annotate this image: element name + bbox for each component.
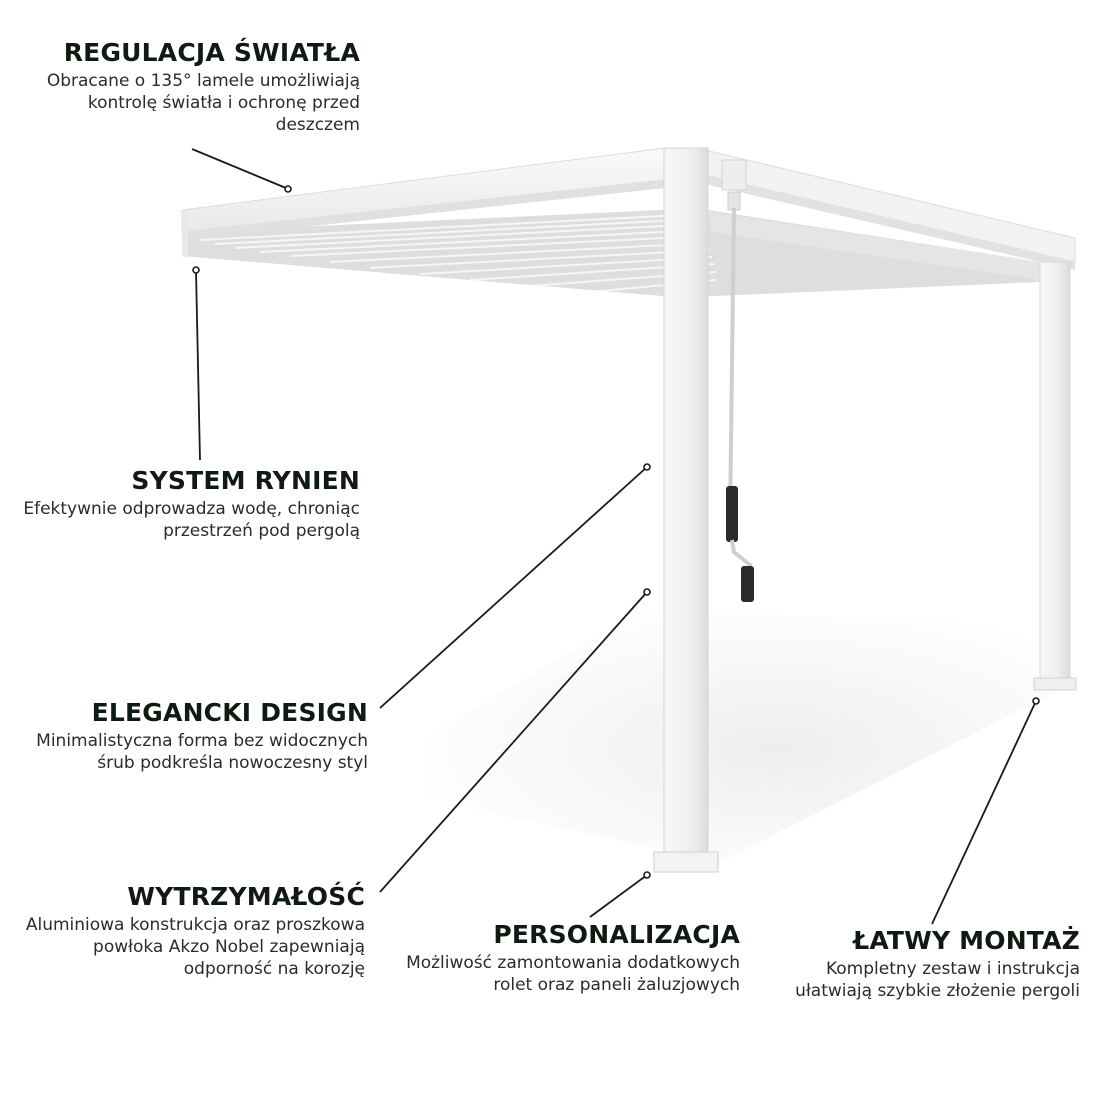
feature-description: Możliwość zamontowania dodatkowych rolet oraz paneli żaluzjowych xyxy=(406,953,740,995)
feature-title: ŁATWY MONTAŻ xyxy=(853,926,1080,955)
feature-title: WYTRZYMAŁOŚĆ xyxy=(127,882,365,911)
feature-easy-assembly xyxy=(745,926,1080,1002)
ground-shadow xyxy=(430,610,1060,862)
front-post xyxy=(664,148,708,858)
feature-description: Efektywnie odprowadza wodę, chroniąc przestrzeń pod pergolą xyxy=(23,499,360,541)
feature-description: Minimalistyczna forma bez widocznych śrub podkreśla nowoczesny styl xyxy=(36,731,368,773)
feature-durability xyxy=(20,882,365,980)
feature-title: REGULACJA ŚWIATŁA xyxy=(63,38,360,67)
feature-light-control xyxy=(20,38,360,136)
feature-customization xyxy=(400,920,740,996)
feature-description: Obracane o 135° lamele umożliwiają kontrolę światła i ochronę przed deszczem xyxy=(46,71,360,135)
left-beam-end xyxy=(182,210,188,258)
right-post-foot xyxy=(1034,678,1076,690)
feature-gutter-system xyxy=(20,466,360,542)
feature-title: SYSTEM RYNIEN xyxy=(131,466,360,495)
leader-gutter xyxy=(196,271,200,460)
feature-description: Kompletny zestaw i instrukcja ułatwiają szybkie złożenie pergoli xyxy=(795,959,1080,1001)
feature-elegant-design xyxy=(20,698,368,774)
crank-gearbox xyxy=(722,160,746,190)
right-post xyxy=(1040,262,1070,680)
leader-light xyxy=(192,149,286,188)
feature-description: Aluminiowa konstrukcja oraz proszkowa powłoka Akzo Nobel zapewniają odporność na korozję xyxy=(25,915,365,979)
feature-title: ELEGANCKI DESIGN xyxy=(91,698,368,727)
feature-title: PERSONALIZACJA xyxy=(493,920,740,949)
front-post-foot xyxy=(654,852,718,872)
leader-custom xyxy=(590,875,647,917)
